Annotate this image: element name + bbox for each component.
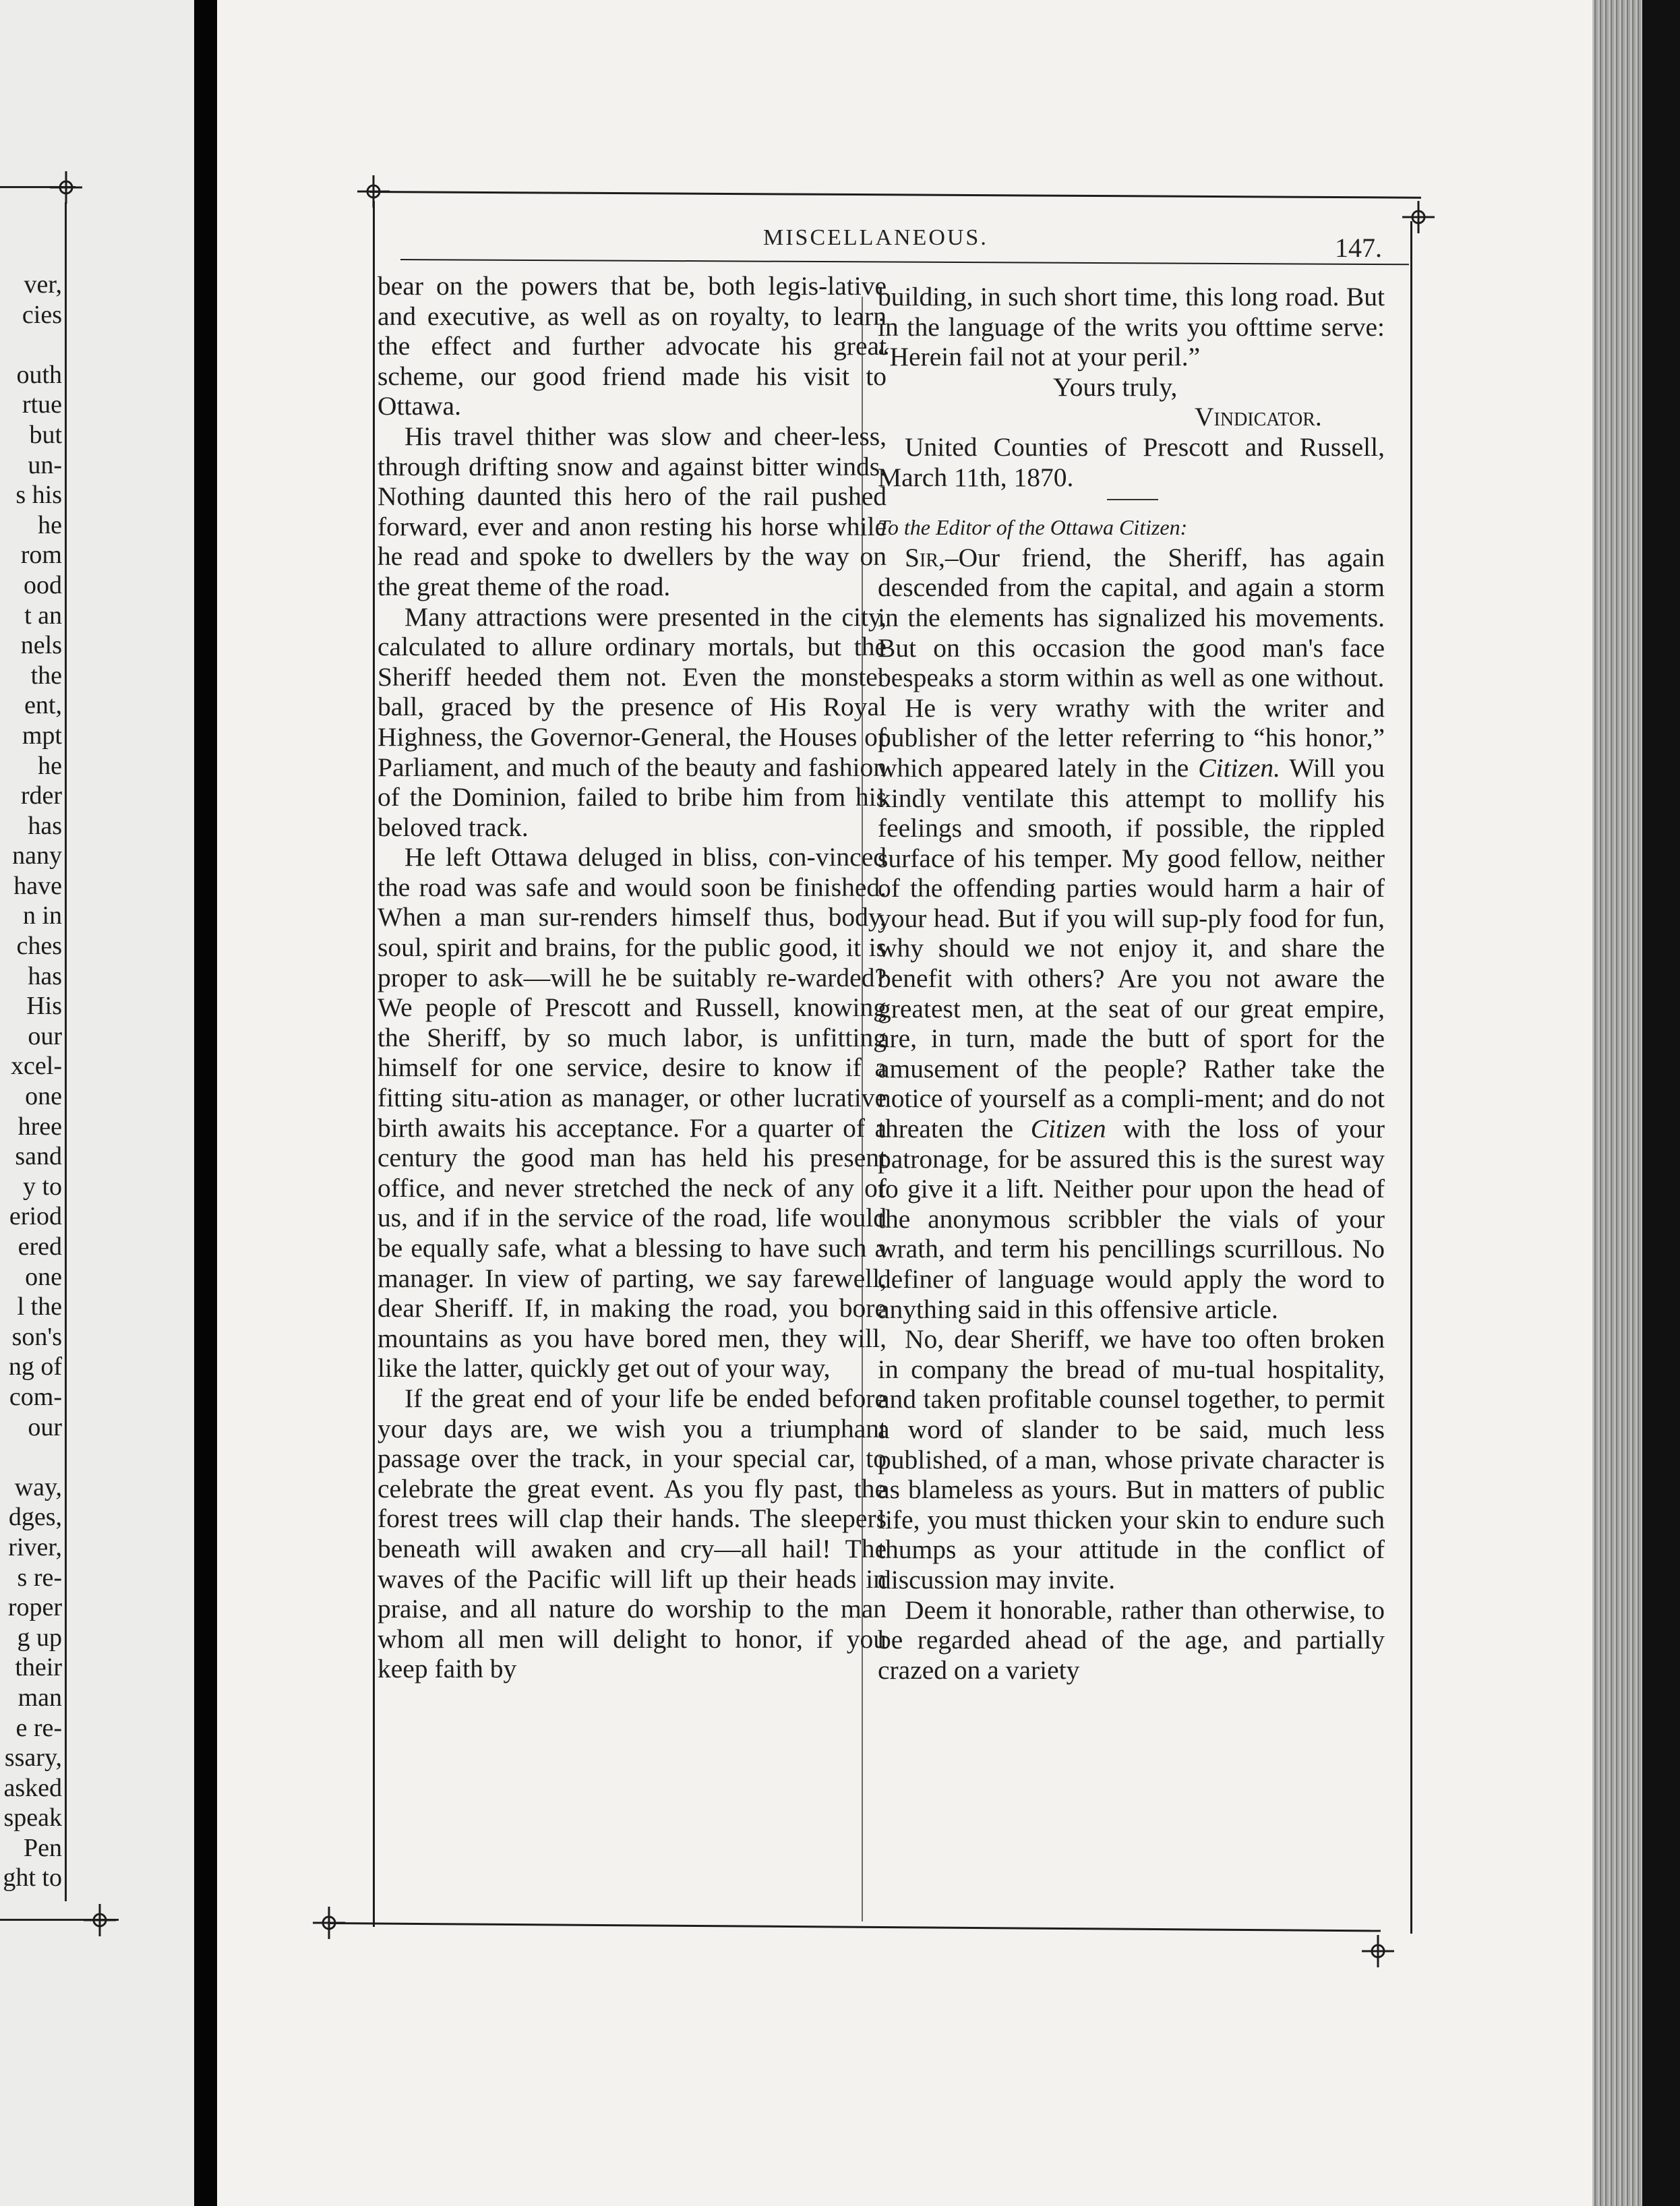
left-page-line: l the <box>17 1292 62 1321</box>
left-page-line: but <box>29 420 62 449</box>
left-page-line: com- <box>9 1382 62 1411</box>
paragraph: bear on the powers that be, both legis-lative and executive, as well as on royalty, to learn the effect and further advocate his great scheme, our good friend made his visit to Ottawa. <box>378 271 887 421</box>
left-page-line: our <box>28 1412 62 1441</box>
closing: Yours truly, <box>1053 371 1178 402</box>
left-page-line: outh <box>16 360 62 389</box>
left-page-line: t an <box>24 601 62 630</box>
left-page-line: ood <box>24 570 62 599</box>
left-page-line: eriod <box>9 1202 62 1231</box>
left-page-line: ent, <box>24 691 62 720</box>
left-page-line: one <box>25 1082 62 1111</box>
left-page-line: cies <box>22 300 62 329</box>
left-page-line: asked <box>3 1773 62 1802</box>
frame-right-rule <box>1410 221 1412 1934</box>
paragraph: Many attractions were presented in the city, calculated to allure ordinary mortals, but the Sheriff heeded them not. Even the monster ball, graced by the presence of His Royal Highness, the Governor-General, the Houses of Parliament, and much of the beauty and fashion of the Dominion, failed to bribe him from his beloved track. <box>378 601 887 842</box>
left-page-line: xcel- <box>11 1052 62 1081</box>
paragraph: No, dear Sheriff, we have too often broken in company the bread of mu-tual hospitality, and taken profitable counsel together, to permit a word of slander to be said, much less published, of a man, whose private character is as blameless as yours. But in matters of public life, you must thicken your skin to endure such thumps as your attitude in the conflict of discussion may invite. <box>878 1324 1385 1594</box>
left-page-line: the <box>30 661 62 690</box>
left-page-line: sand <box>15 1142 62 1171</box>
left-page-line: has <box>28 811 62 840</box>
left-facing-page <box>0 0 194 2206</box>
paragraph: He left Ottawa deluged in bliss, con-vinced the road was safe and would soon be finished. When a man sur-renders himself thus, body, soul, spirit and brains, for the public good, it is proper to ask—will he be suitably re-warded? We people of Prescott and Russell, knowing the Sheriff, by so much labor, is unfitting himself for one service, desire to know if a fitting situ-ation as manager, or other lucrative birth awaits his acceptance. For a quarter of a century the good man has held his present office, and never stretched the neck of any of us, and if in the service of the road, life would be equally safe, what a blessing to have such a manager. In view of parting, we say farewell, dear Sheriff. If, in making the road, you bore mountains as you have bored men, they will, like the latter, quickly get out of your way, <box>378 842 887 1383</box>
left-page-line: s his <box>16 481 62 510</box>
right-text-column <box>878 282 1385 1685</box>
paragraph-text: Will you kindly ventilate this attempt to mollify his feelings and smooth, if possible, the rippled surface of his temper. My good fellow, neither of the offending parties would harm a hair of your head. But if you will sup-ply food for fun, why should we not enjoy it, and share the benefit with others? Are you not aware the greatest men, at the seat of our great empire, are, in turn, made the butt of sport for the amusement of the people? Rather take the notice of yourself as a compli-ment; and do not threaten the <box>878 752 1385 1144</box>
left-page-line: one <box>25 1262 62 1291</box>
left-page-line: ght to <box>3 1864 62 1892</box>
left-page-line: mpt <box>22 721 62 750</box>
left-page-ornament-bottom-icon <box>82 1903 117 1938</box>
left-text-column <box>378 271 887 1684</box>
paragraph: His travel thither was slow and cheer-less, through drifting snow and against bitter winds. Nothing daunted this hero of the rail pushed forward, ever and anon resting his horse while he read and spoke to dwellers by the way on the great theme of the road. <box>378 421 887 601</box>
salutation-sir: Sir, <box>905 542 945 572</box>
newspaper-name: Citizen. <box>1198 752 1281 783</box>
left-page-line: Pen <box>24 1833 62 1862</box>
left-page-line: His <box>26 992 62 1021</box>
left-page-line: y to <box>22 1172 62 1201</box>
left-page-line <box>0 1442 62 1472</box>
left-page-line: son's <box>11 1322 62 1351</box>
left-page-line: he <box>38 510 62 539</box>
corner-ornament-top-right-icon <box>1401 200 1436 235</box>
left-page-line: n in <box>22 901 62 930</box>
letter-continuation: building, in such short time, this long road. But in the language of the writs you ofttime serve: “Herein fail not at your peril.” <box>878 282 1385 372</box>
left-page-line: nany <box>12 841 62 870</box>
dateline: United Counties of Prescott and Russell, March 11th, 1870. <box>878 431 1385 492</box>
paragraph <box>878 543 1385 693</box>
signature: Vindicator. <box>1195 402 1322 432</box>
paragraph <box>878 693 1385 1324</box>
left-page-line: man <box>18 1683 62 1712</box>
corner-ornament-top-left-icon <box>356 174 391 209</box>
section-divider <box>1107 499 1158 500</box>
left-page-text-fragments <box>0 270 62 1893</box>
left-page-line: way, <box>14 1472 62 1501</box>
left-page-line: s re- <box>17 1563 62 1592</box>
corner-ornament-bottom-right-icon <box>1360 1934 1396 1969</box>
book-gutter <box>194 0 217 2206</box>
paragraph: Deem it honorable, rather than otherwise, to be regarded ahead of the age, and partially crazed on a variety <box>878 1594 1385 1685</box>
left-page-line: nels <box>20 631 62 660</box>
left-page-line: river, <box>8 1532 62 1561</box>
paragraph-text: –Our friend, the Sheriff, has again descended from the capital, and again a storm in the elements has signalized his movements. But on this occasion the good man's face bespeaks a storm within as well as one without. <box>878 542 1385 693</box>
left-page-line: un- <box>28 450 62 479</box>
left-page-line: dges, <box>8 1503 62 1532</box>
left-page-line <box>0 330 62 360</box>
frame-left-rule <box>373 201 375 1927</box>
paragraph-text: He is very wrathy with the writer and publisher of the letter referring to “his honor,” which appeared lately in the <box>878 692 1385 783</box>
left-page-line: he <box>38 751 62 780</box>
left-page-line: ered <box>18 1232 62 1261</box>
left-page-line: g up <box>17 1623 62 1652</box>
right-background <box>1642 0 1680 2206</box>
newspaper-name: Citizen <box>1030 1114 1106 1144</box>
page-edges <box>1592 0 1642 2206</box>
left-page-line: hree <box>18 1112 62 1141</box>
left-page-line: speak <box>3 1803 62 1832</box>
left-page-line: roper <box>7 1593 62 1622</box>
left-page-vertical-rule <box>65 202 67 1901</box>
paragraph: If the great end of your life be ended before your days are, we wish you a triumphant passage over the track, in your special car, to celebrate the great event. As you fly past, the forest trees will clap their hands. The sleepers beneath will awaken and cry—all hail! The waves of the Pacific will lift up their heads in praise, and all nature do worship to the man whom all men will delight to honor, if you keep faith by <box>378 1383 887 1684</box>
left-page-line: ssary, <box>4 1743 62 1772</box>
left-page-line: have <box>13 871 62 900</box>
page-number: 147. <box>1335 233 1382 263</box>
left-page-line: rder <box>20 781 62 810</box>
running-head: MISCELLANEOUS. <box>763 225 988 250</box>
left-page-ornament-top-icon <box>49 170 84 205</box>
salutation: To the Editor of the Ottawa Citizen: <box>878 515 1188 540</box>
left-page-line: rtue <box>22 390 62 419</box>
left-page-line: our <box>28 1021 62 1050</box>
left-page-line: ng of <box>8 1352 62 1381</box>
left-page-line: e re- <box>16 1713 62 1742</box>
left-page-line: ches <box>16 932 62 961</box>
left-page-line: has <box>28 961 62 990</box>
paragraph-text: with the loss of your patronage, for be assured this is the surest way to give it a lift. Neither pour upon the head of the anonymous scribbler the vials of your wrath, and term his pencillings scurrillous. No definer of language would apply the word to anything said in this offensive article. <box>878 1114 1385 1324</box>
left-page-line: ver, <box>24 270 62 299</box>
left-page-line: rom <box>20 541 62 570</box>
corner-ornament-bottom-left-icon <box>311 1905 347 1940</box>
left-page-line: their <box>15 1653 62 1682</box>
